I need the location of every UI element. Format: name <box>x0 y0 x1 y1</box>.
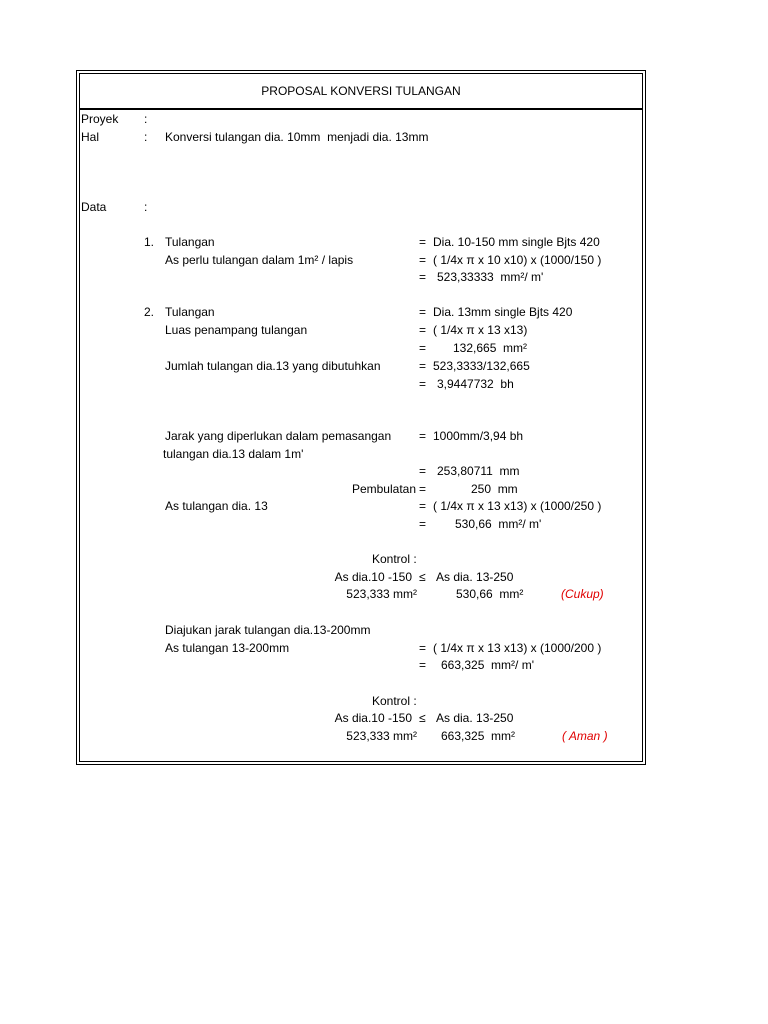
equals-sign: = <box>419 305 427 319</box>
equals-sign: = <box>419 499 427 513</box>
kontrol1-left-value: 523,333 mm² <box>346 587 417 601</box>
kontrol1-right: As dia. 13-250 <box>436 570 514 584</box>
pembulatan-label: Pembulatan <box>351 482 416 496</box>
kontrol1-right-value: 530,66 mm² <box>456 587 524 601</box>
kontrol2-right: As dia. 13-250 <box>436 711 514 725</box>
equals-sign: = <box>419 658 427 672</box>
kontrol1-left: As dia.10 -150 <box>334 570 412 584</box>
section2-value-luas-result: 132,665 mm² <box>453 341 528 355</box>
section2-label-jarak-cont: tulangan dia.13 dalam 1m' <box>163 447 304 461</box>
section2-label-jarak: Jarak yang diperlukan dalam pemasangan <box>165 429 392 443</box>
equals-sign: = <box>419 270 427 284</box>
section2-value-jumlah-result: 3,9447732 bh <box>437 377 514 391</box>
proyek-label: Proyek <box>81 112 119 126</box>
section1-value-result: 523,33333 mm²/ m' <box>437 270 544 284</box>
proposal-as-formula: ( 1/4x π x 13 x13) x (1000/200 ) <box>433 641 602 655</box>
hal-value: Konversi tulangan dia. 10mm menjadi dia. 13mm <box>165 130 429 144</box>
section1-label-tulangan: Tulangan <box>165 235 215 249</box>
section2-value-luas-formula: ( 1/4x π x 13 x13) <box>433 323 528 337</box>
section2-number: 2. <box>144 305 155 319</box>
section1-label-as-perlu: As perlu tulangan dalam 1m² / lapis <box>165 253 354 267</box>
equals-sign: = <box>419 464 427 478</box>
kontrol2-status: ( Aman ) <box>562 729 608 743</box>
kontrol2-label: Kontrol : <box>372 694 417 708</box>
proyek-colon: : <box>144 112 148 126</box>
document-frame-inner <box>79 73 643 762</box>
kontrol1-status: (Cukup) <box>561 587 604 601</box>
equals-sign: = <box>419 235 427 249</box>
data-label: Data <box>81 200 107 214</box>
section1-value-tulangan: Dia. 10-150 mm single Bjts 420 <box>433 235 600 249</box>
equals-sign: = <box>419 341 427 355</box>
proposal-label: Diajukan jarak tulangan dia.13-200mm <box>165 623 371 637</box>
section2-value-jarak-result: 253,80711 mm <box>437 464 520 478</box>
equals-sign: = <box>419 253 427 267</box>
equals-sign: = <box>419 482 427 496</box>
kontrol1-symbol: ≤ <box>419 570 426 584</box>
section2-value-jumlah-formula: 523,3333/132,665 <box>433 359 530 373</box>
equals-sign: = <box>419 641 427 655</box>
section2-label-as: As tulangan dia. 13 <box>165 499 268 513</box>
hal-colon: : <box>144 130 148 144</box>
data-colon: : <box>144 200 148 214</box>
pembulatan-value: 250 mm <box>471 482 518 496</box>
title-divider <box>79 108 643 110</box>
equals-sign: = <box>419 517 427 531</box>
hal-label: Hal <box>81 130 100 144</box>
proposal-as-result: 663,325 mm²/ m' <box>441 658 534 672</box>
section2-label-jumlah: Jumlah tulangan dia.13 yang dibutuhkan <box>165 359 381 373</box>
equals-sign: = <box>419 323 427 337</box>
section1-value-formula: ( 1/4x π x 10 x10) x (1000/150 ) <box>433 253 602 267</box>
equals-sign: = <box>419 359 427 373</box>
equals-sign: = <box>419 377 427 391</box>
kontrol2-symbol: ≤ <box>419 711 426 725</box>
section2-value-jarak-formula: 1000mm/3,94 bh <box>433 429 524 443</box>
section2-value-as-formula: ( 1/4x π x 13 x13) x (1000/250 ) <box>433 499 602 513</box>
kontrol2-left-value: 523,333 mm² <box>346 729 417 743</box>
kontrol2-right-value: 663,325 mm² <box>441 729 516 743</box>
equals-sign: = <box>419 429 427 443</box>
section2-label-tulangan: Tulangan <box>165 305 215 319</box>
proposal-as-label: As tulangan 13-200mm <box>165 641 290 655</box>
section2-label-luas: Luas penampang tulangan <box>165 323 308 337</box>
section2-value-tulangan: Dia. 13mm single Bjts 420 <box>433 305 573 319</box>
kontrol2-left: As dia.10 -150 <box>334 711 412 725</box>
section1-number: 1. <box>144 235 155 249</box>
page-title: PROPOSAL KONVERSI TULANGAN <box>261 84 461 98</box>
section2-value-as-result: 530,66 mm²/ m' <box>455 517 542 531</box>
kontrol1-label: Kontrol : <box>372 552 417 566</box>
